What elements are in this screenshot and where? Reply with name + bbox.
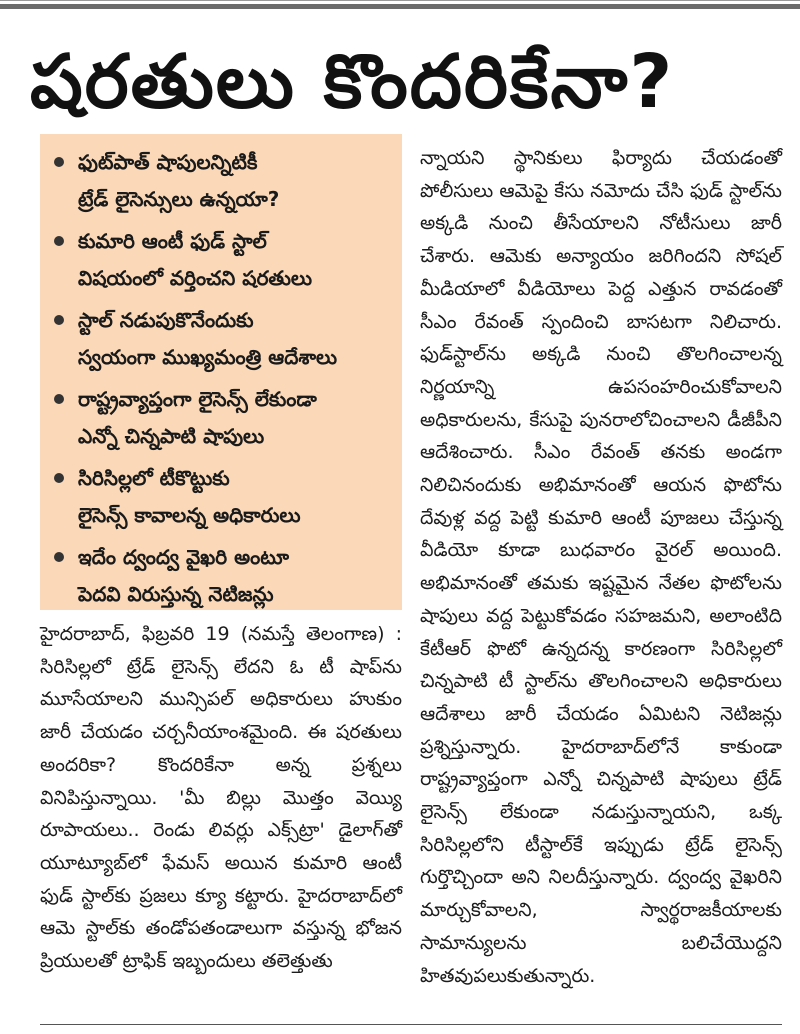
highlight-text: కుమారి ఆంటీ ఫుడ్ స్టాల్ విషయంలో వర్తించని షరతులు <box>78 229 313 290</box>
left-column <box>40 134 402 610</box>
highlights-box <box>40 134 402 610</box>
bullet-icon <box>54 157 64 167</box>
highlight-item <box>54 144 392 218</box>
bullet-icon <box>54 394 64 404</box>
highlight-item <box>54 460 392 534</box>
highlight-text: సిరిసిల్లలో టీకొట్టుకు లైసెన్స్ కావాలన్న అధికారులు <box>78 466 301 527</box>
bullet-icon <box>54 236 64 246</box>
bullet-icon <box>54 552 64 562</box>
bullet-icon <box>54 473 64 483</box>
highlight-text: రాష్ట్రవ్యాప్తంగా లైసెన్స్ లేకుండా ఎన్నో చిన్నపాటి షాపులు <box>78 387 317 448</box>
highlight-text: స్టాల్ నడుపుకొనేందుకు స్వయంగా ముఖ్యమంత్రి ఆదేశాలు <box>78 308 338 369</box>
highlight-text: ఫుట్‌పాత్ షాపులన్నిటికీ ట్రేడ్ లైసెన్సులు ఉన్నయా? <box>78 150 280 211</box>
highlight-item <box>54 539 392 613</box>
highlight-item <box>54 302 392 376</box>
body-text-right: న్నాయని స్థానికులు ఫిర్యాదు చేయడంతో పోలీసులు ఆమెపై కేసు నమోదు చేసి ఫుడ్ స్టాల్‌ను అక్కడి నుంచి తీసేయాలని నోటీసులు జారీ చేశారు. ఆమెకు అన్యాయం జరిగిందని సోషల్ మీడియాలో వీడియోలు పెద్ద ఎత్తున రావడంతో సీఎం రేవంత్ స్పందించి బాసటగా నిలిచారు. ఫుడ్‌స్టాల్‌ను అక్కడి నుంచి తొలగించాలన్న నిర్ణయాన్ని ఉపసంహరించుకోవాలని అధికారులను, కేసుపై పునరాలోచించాలని డీజీపీని ఆదేశించారు. సీఎం రేవంత్ తనకు అండగా నిలిచినందుకు అభిమానంతో ఆయన ఫొటోను దేవుళ్ల వద్ద పెట్టి కుమారి ఆంటీ పూజలు చేస్తున్న వీడియో కూడా బుధవారం వైరల్ అయింది. అభిమానంతో తమకు ఇష్టమైన నేతల ఫొటోలను షాపులు వద్ద పెట్టుకోవడం సహజమని, అలాంటిది కేటీఆర్ ఫొటో ఉన్నదన్న కారణంగా సిరిసిల్లలో చిన్నపాటి టీ స్టాల్‌ను తొలగించాలని అధికారులు ఆదేశాలు జారీ చేయడం ఏమిటని నెటిజన్లు ప్రశ్నిస్తున్నారు. హైదరాబాద్‌లోనే కాకుండా రాష్ట్రవ్యాప్తంగా ఎన్నో చిన్నపాటి షాపులు ట్రేడ్ లైసెన్స్ లేకుండా నడుస్తున్నాయని, ఒక్క సిరిసిల్లలోని టీస్టాల్‌కే ఇప్పుడు ట్రేడ్ లైసెన్స్ గుర్తొచ్చిందా అని నిలదీస్తున్నారు. ద్వంద్వ వైఖరిని మార్చుకోవాలని, స్వార్థరాజకీయాలకు సామాన్యులను బలిచేయొద్దని హితవుపలుకుతున్నారు. <box>420 147 782 987</box>
bottom-divider <box>40 1024 782 1025</box>
highlight-item <box>54 381 392 455</box>
top-divider <box>0 0 800 9</box>
bullet-icon <box>54 315 64 325</box>
highlight-text: ఇదేం ద్వంద్వ వైఖరి అంటూ పెదవి విరుస్తున్న నెటిజన్లు <box>78 545 290 606</box>
headline: షరతులు కొందరికేనా? <box>30 39 675 125</box>
highlight-item <box>54 223 392 297</box>
body-text-left: హైదరాబాద్, ఫిబ్రవరి 19 (నమస్తే తెలంగాణ) : సిరిసిల్లలో ట్రేడ్ లైసెన్స్ లేదని ఓ టీ షాప్‌ను మూసేయాలని మున్సిపల్ అధికారులు హుకుం జారీ చేయడం చర్చనీయాంశమైంది. ఈ షరతులు అందరికా? కొందరికేనా అన్న ప్రశ్నలు వినిపిస్తున్నాయి. 'మీ బిల్లు మొత్తం వెయ్యి రూపాయలు.. రెండు లివర్లు ఎక్స్‌ట్రా' డైలాగ్‌తో యూట్యూబ్‌లో ఫేమస్ అయిన కుమారి ఆంటీ ఫుడ్ స్టాల్‌కు ప్రజలు క్యూ కట్టారు. హైదరాబాద్‌లో ఆమె స్టాల్‌కు తండోపతండాలుగా వస్తున్న భోజన ప్రియులతో ట్రాఫిక్ ఇబ్బందులు తలెత్తుతు <box>40 623 402 973</box>
